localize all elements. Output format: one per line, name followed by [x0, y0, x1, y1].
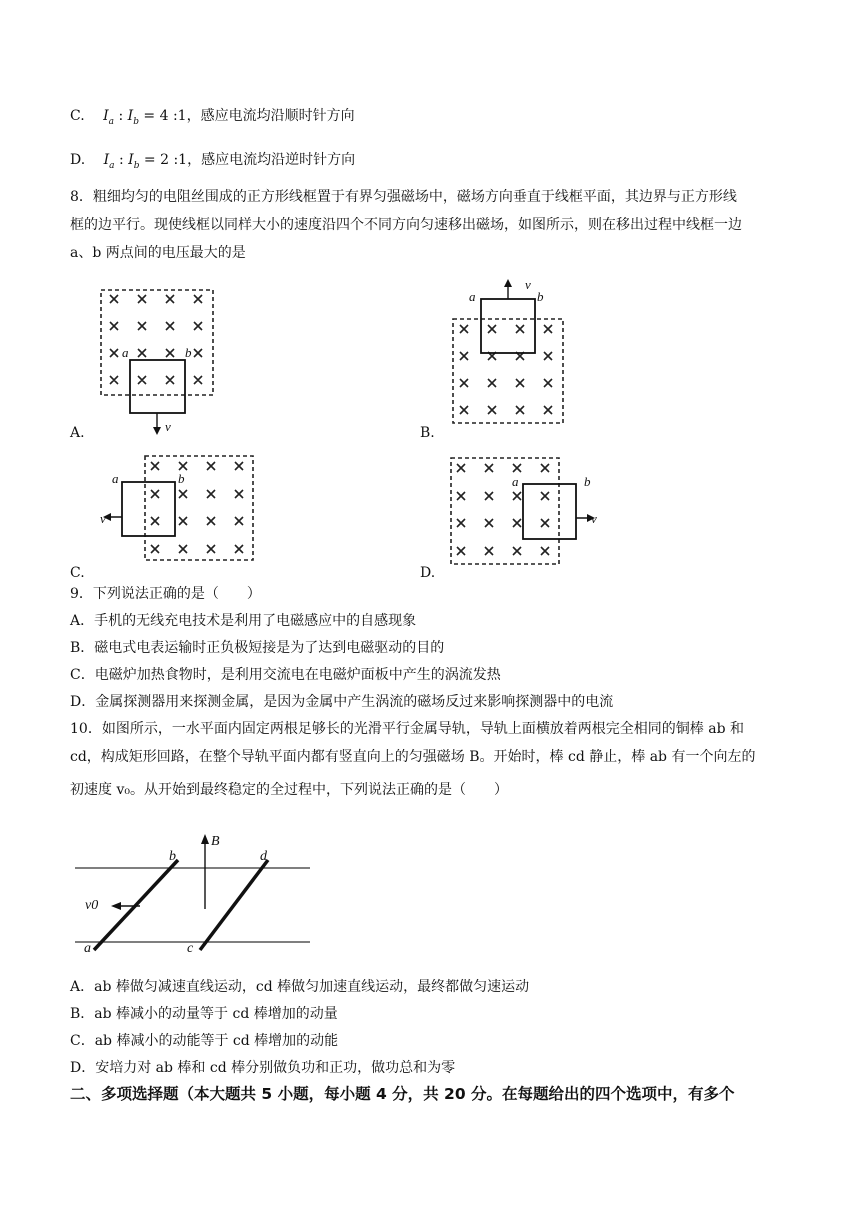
- q10-figure: [70, 828, 315, 963]
- label-c: c: [187, 941, 194, 956]
- field-crosses: [110, 295, 202, 384]
- ratio-value: = 2 :1: [143, 152, 188, 168]
- q8-figure-b: [445, 275, 575, 430]
- label-v: v: [591, 511, 597, 526]
- q10-option-b: B．ab 棒减小的动量等于 cd 棒增加的动量: [70, 1006, 338, 1022]
- option-letter: D.: [70, 152, 86, 168]
- label-v0: v0: [85, 898, 99, 913]
- subscript: a: [108, 116, 115, 127]
- q9-stem: 9．下列说法正确的是（ ）: [70, 586, 261, 602]
- q10-option-d: D．安培力对 ab 棒和 cd 棒分别做负功和正功，做功总和为零: [70, 1060, 456, 1076]
- q9-option-a: A．手机的无线充电技术是利用了电磁感应中的自感现象: [70, 613, 417, 629]
- q9-option-b: B．磁电式电表运输时正负极短接是为了达到电磁驱动的目的: [70, 640, 445, 656]
- q9-option-c: C．电磁炉加热食物时，是利用交流电在电磁炉面板中产生的涡流发热: [70, 667, 501, 683]
- label-b: b: [584, 474, 591, 489]
- q10-stem-line-2: cd，构成矩形回路，在整个导轨平面内都有竖直向上的匀强磁场 B。开始时，棒 cd 静止，棒 ab 有一个向左的: [70, 749, 756, 765]
- q8-stem-line-3: a、b 两点间的电压最大的是: [70, 245, 246, 261]
- label-a: a: [512, 474, 519, 489]
- label-B: B: [211, 834, 220, 849]
- q8-option-a-label: A.: [70, 425, 85, 441]
- label-b: b: [185, 345, 192, 360]
- current-symbol: I: [103, 152, 110, 168]
- q7-option-c: C. $I_a$ : $I_b = 4$ :1，感应电流均沿顺时针方向: [70, 108, 355, 127]
- subscript: a: [109, 160, 115, 171]
- q10-stem-line-1: 10．如图所示，一水平面内固定两根足够长的光滑平行金属导轨，导轨上面横放着两根完全相同的铜棒 ab 和: [70, 721, 745, 737]
- q7-option-d: D. $I_a$ : $I_b = 2$ :1，感应电流均沿逆时针方向: [70, 152, 356, 171]
- q8-option-d-label: D.: [420, 565, 436, 581]
- label-v: v: [525, 277, 531, 292]
- rod-ab: [94, 860, 178, 950]
- option-text: ，感应电流均沿顺时针方向: [186, 108, 355, 124]
- q8-figure-a: [95, 285, 225, 440]
- label-a: a: [122, 345, 129, 360]
- option-letter: C.: [70, 108, 85, 124]
- current-symbol: I: [127, 108, 134, 124]
- wire-loop: [130, 360, 185, 413]
- rod-cd: [200, 860, 268, 950]
- label-b: b: [537, 289, 544, 304]
- q8-stem-line-2: 框的边平行。现使线框以同样大小的速度沿四个不同方向匀速移出磁场，如图所示，则在移出过程中线框一边: [70, 217, 742, 233]
- q8-figure-c: [95, 450, 260, 570]
- label-a: a: [469, 289, 476, 304]
- field-crosses: [460, 325, 552, 414]
- section-2-heading: 二、多项选择题（本大题共 5 小题，每小题 4 分，共 20 分。在每题给出的四个选项中，有多个: [70, 1085, 735, 1103]
- label-d: d: [260, 849, 267, 864]
- wire-loop: [122, 482, 175, 536]
- option-text: ，感应电流均沿逆时针方向: [187, 152, 356, 168]
- q8-option-c-label: C.: [70, 565, 85, 581]
- q10-option-a: A．ab 棒做匀减速直线运动，cd 棒做匀加速直线运动，最终都做匀速运动: [70, 979, 530, 995]
- q8-figure-d: [445, 452, 610, 572]
- label-a: a: [84, 941, 91, 956]
- current-symbol: I: [103, 108, 109, 124]
- q9-option-d: D．金属探测器用来探测金属，是因为金属中产生涡流的磁场反过来影响探测器中的电流: [70, 694, 614, 710]
- label-v: v: [165, 419, 171, 434]
- q8-stem-line-1: 8．粗细均匀的电阻丝围成的正方形线框置于有界匀强磁场中，磁场方向垂直于线框平面，其边界与正方形线: [70, 189, 737, 205]
- label-v: v: [100, 511, 106, 526]
- current-symbol: I: [128, 152, 134, 168]
- subscript: b: [133, 116, 139, 127]
- label-b: b: [169, 849, 176, 864]
- subscript: b: [133, 160, 140, 171]
- label-b: b: [178, 471, 185, 486]
- label-a: a: [112, 471, 119, 486]
- field-crosses: [151, 462, 243, 553]
- q10-stem-line-3: 初速度 v₀。从开始到最终稳定的全过程中，下列说法正确的是（ ）: [70, 782, 508, 798]
- ratio-value: = 4 :1: [143, 108, 187, 124]
- field-crosses: [457, 464, 549, 555]
- q10-option-c: C．ab 棒减小的动能等于 cd 棒增加的动能: [70, 1033, 339, 1049]
- q8-option-b-label: B.: [420, 425, 435, 441]
- wire-loop: [523, 484, 576, 539]
